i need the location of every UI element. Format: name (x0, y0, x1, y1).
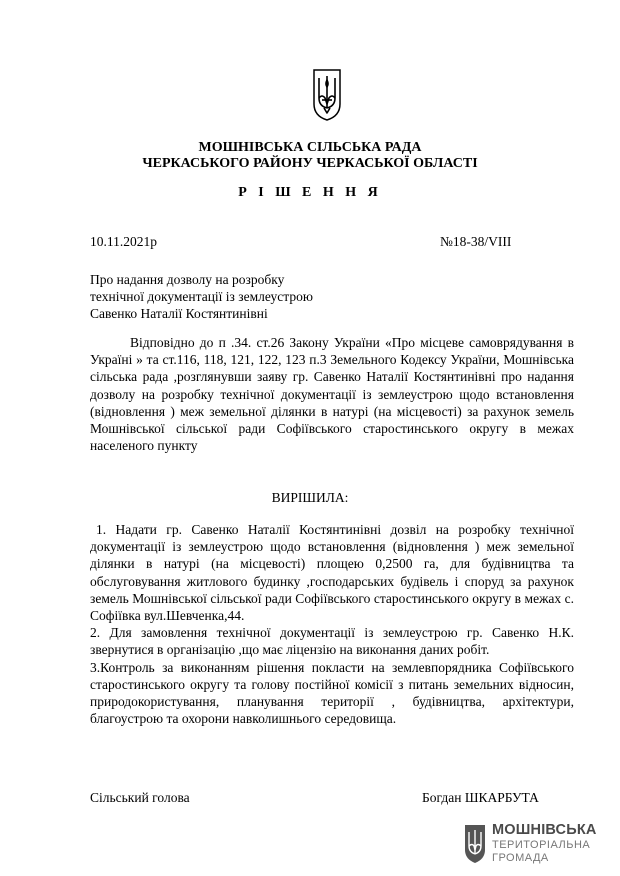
subject-line: Савенко Наталії Костянтинівні (90, 306, 268, 321)
decision-number: №18-38/VIII (440, 234, 512, 249)
subject-line: Про надання дозволу на розробку (90, 272, 285, 287)
logo-title: МОШНІВСЬКА (492, 822, 597, 838)
decision-date: 10.11.2021р (90, 234, 157, 249)
decision-point: 1. Надати гр. Савенко Наталії Костянтинівні дозвіл на розробку технічної документації із землеустрою щодо встановлення (відновлення ) меж земельної ділянки в натурі (на місцевості) площею 0,2500 га, для будівництва та обслуговування житлового будинку ,господарських будівель і споруд за рахунок земель Мошнівської сільської ради Софіївського старостинського округу в межах с. Софіївка вул.Шевченка,44. (90, 522, 574, 624)
coat-of-arms-icon (312, 68, 342, 122)
council-region: ЧЕРКАСЬКОГО РАЙОНУ ЧЕРКАСЬКОЇ ОБЛАСТІ (142, 156, 478, 171)
logo-subtitle: ТЕРИТОРІАЛЬНА (492, 839, 591, 851)
decision-point: 3.Контроль за виконанням рішення покласти на землевпорядника Софіївського старостинського округу та голову постійної комісії з питань земельних відносин, природокористування, планування території , будівництва, архітектури, благоустрою та охорони навколишнього середовища. (90, 659, 574, 727)
decision-point: 2. Для замовлення технічної документації із землеустрою гр. Савенко Н.К. звернутися в організацію ,що має ліцензію на виконання даних робіт. (90, 625, 574, 658)
subject-line: технічної документації із землеустрою (90, 289, 313, 304)
signatory-name: Богдан ШКАРБУТА (422, 790, 539, 805)
trident-logo-icon (464, 824, 486, 864)
preamble-paragraph: Відповідно до п .34. ст.26 Закону України «Про місцеве самоврядування в Україні » та ст.116, 118, 121, 122, 123 п.3 Земельного Кодексу України, Мошнівська сільська рада ,розглянувши заяву гр. Савенко Наталії Костянтинівні про надання дозволу на розробку технічної документації із землеустрою щодо встановлення (відновлення ) меж земельної ділянки в натурі (на місцевості) за рахунок земель Мошнівської сільської ради Софіївського старостинського округу в межах населеного пункту (90, 335, 574, 454)
decision-points (90, 521, 574, 727)
document-type-title: Р І Ш Е Н Н Я (238, 185, 382, 200)
signatory-position: Сільський голова (90, 790, 190, 805)
logo-subtitle: ГРОМАДА (492, 852, 549, 864)
community-logo (464, 822, 604, 872)
decided-label: ВИРІШИЛА: (271, 490, 349, 505)
council-name: МОШНІВСЬКА СІЛЬСЬКА РАДА (198, 140, 422, 155)
decision-subject (90, 271, 313, 322)
